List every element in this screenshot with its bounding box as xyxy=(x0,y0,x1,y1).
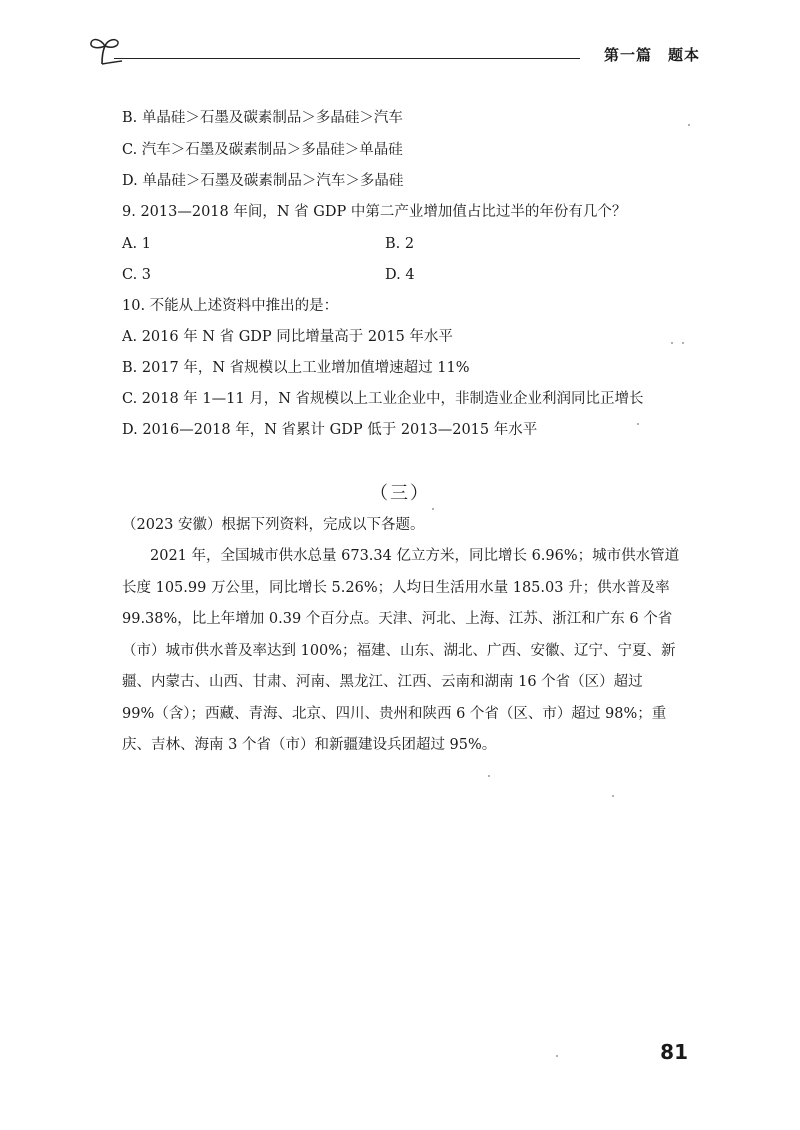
paragraph-line: 庆、吉林、海南 3 个省（市）和新疆建设兵团超过 95%。 xyxy=(122,737,497,753)
q9-stem: 9. 2013—2018 年间，N 省 GDP 中第二产业增加值占比过半的年份有几个？ xyxy=(122,204,627,220)
scan-speck xyxy=(682,342,684,344)
q9-option-a: A. 1 xyxy=(122,236,151,252)
scan-speck xyxy=(488,775,490,777)
section-title: （三） xyxy=(370,483,430,504)
q9-option-b: B. 2 xyxy=(385,236,415,252)
scan-speck xyxy=(556,1055,558,1057)
page-number: 81 xyxy=(660,1040,688,1064)
q10-option-b: B. 2017 年，N 省规模以上工业增加值增速超过 11% xyxy=(122,360,470,376)
q8-option-c: C. 汽车＞石墨及碳素制品＞多晶硅＞单晶硅 xyxy=(122,142,403,158)
paragraph-line: 99%（含）；西藏、青海、北京、四川、贵州和陕西 6 个省（区、市）超过 98%；重 xyxy=(122,706,667,722)
paragraph-line: （市）城市供水普及率达到 100%；福建、山东、湖北、广西、安徽、辽宁、宁夏、新 xyxy=(122,643,676,659)
page-header xyxy=(88,30,700,70)
scan-speck xyxy=(432,508,434,510)
q10-stem: 10. 不能从上述资料中推出的是： xyxy=(122,298,339,314)
paragraph-line: 长度 105.99 万公里，同比增长 5.26%；人均日生活用水量 185.03 升；供水普及率 xyxy=(122,580,670,596)
section-intro: （2023 安徽）根据下列资料，完成以下各题。 xyxy=(122,517,425,533)
header-title: 第一篇 题本 xyxy=(603,46,700,64)
paragraph-line: 99.38%，比上年增加 0.39 个百分点。天津、河北、上海、江苏、浙江和广东 6 个省 xyxy=(122,611,673,627)
q9-option-c: C. 3 xyxy=(122,267,152,283)
q10-option-d: D. 2016—2018 年，N 省累计 GDP 低于 2013—2015 年水平 xyxy=(122,422,538,438)
scan-speck xyxy=(612,795,614,797)
sprout-icon xyxy=(88,34,122,66)
scan-speck xyxy=(637,423,639,425)
paragraph-line: 疆、内蒙古、山西、甘肃、河南、黑龙江、江西、云南和湖南 16 个省（区）超过 xyxy=(122,674,643,690)
q9-option-d: D. 4 xyxy=(385,267,415,283)
q8-option-b: B. 单晶硅＞石墨及碳素制品＞多晶硅＞汽车 xyxy=(122,110,403,126)
q8-option-d: D. 单晶硅＞石墨及碳素制品＞汽车＞多晶硅 xyxy=(122,173,404,189)
q10-option-a: A. 2016 年 N 省 GDP 同比增量高于 2015 年水平 xyxy=(122,329,453,345)
q10-option-c: C. 2018 年 1—11 月，N 省规模以上工业企业中，非制造业企业利润同比正增长 xyxy=(122,391,644,407)
header-rule xyxy=(114,58,580,59)
scan-speck xyxy=(671,342,673,344)
scan-speck xyxy=(688,124,690,126)
paragraph-line: 2021 年，全国城市供水总量 673.34 亿立方米，同比增长 6.96%；城市供水管道 xyxy=(150,548,680,564)
